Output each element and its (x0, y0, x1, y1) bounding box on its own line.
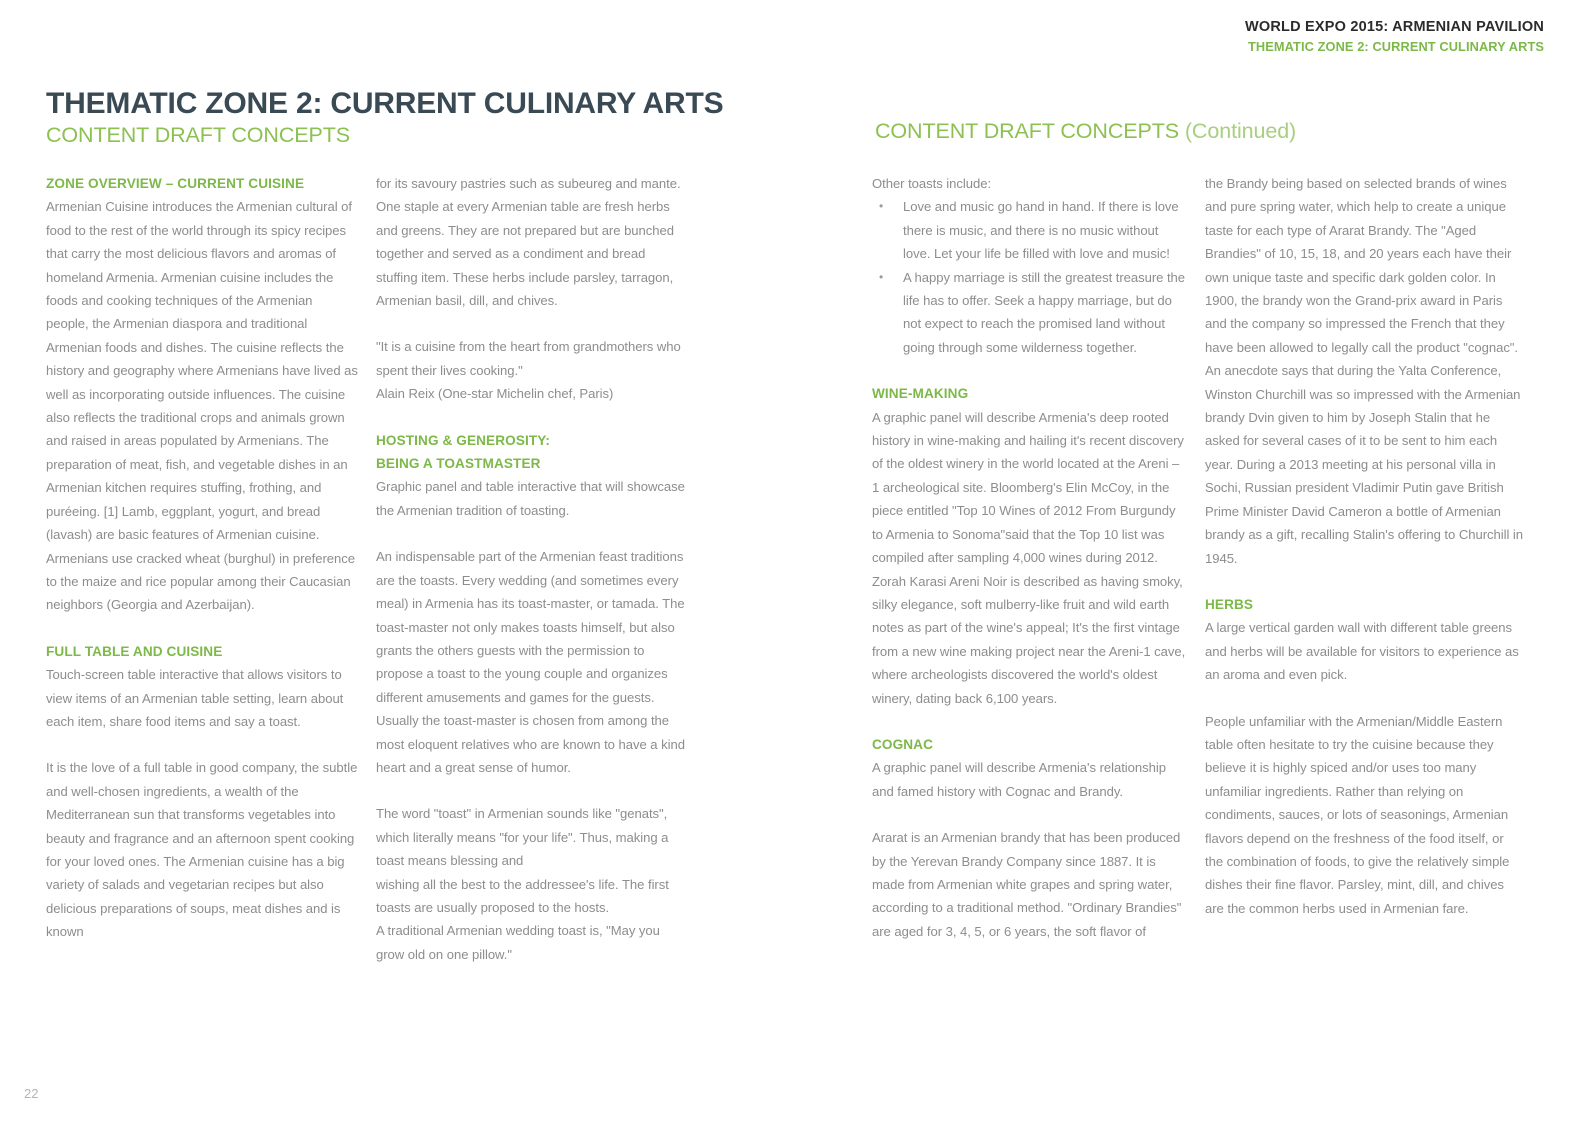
paragraph: Armenian Cuisine introduces the Armenian cultural of food to the rest of the world through its spicy recipes that carry the most delicious flavors and aromas of homeland Armenia. Armenian cuisine includes the foods and cooking techniques of the Armenian people, the Armenian diaspora and traditional Armenian foods and dishes. The cuisine reflects the history and geography where Armenians have lived as well as incorporating outside influences. The cuisine also reflects the traditional crops and animals grown and raised in areas populated by Armenians. The preparation of meat, fish, and vegetable dishes in an Armenian kitchen requires stuffing, frothing, and puréeing. [1] Lamb, eggplant, yogurt, and bread (lavash) are basic features of Armenian cuisine. Armenians use cracked wheat (burghul) in preference to the maize and rice popular among their Caucasian neighbors (Georgia and Azerbaijan). (46, 199, 358, 613)
paragraph: People unfamiliar with the Armenian/Middle Eastern table often hesitate to try the cuisine because they believe it is highly spiced and/or uses too many unfamiliar ingredients. Rather than relying on condiments, sauces, or lots of seasonings, Armenian flavors depend on the freshness of the food itself, or the combination of foods, to give the relatively simple dishes their fine flavor. Parsley, mint, dill, and chives are the common herbs used in Armenian fare. (1205, 713, 1510, 916)
paragraph: An indispensable part of the Armenian feast traditions are the toasts. Every wedding (and sometimes every meal) in Armenia has its toast-master, or tamada. The toast-master not only makes toasts himself, but also grants the others guests with the permission to propose a toast to the young couple and organizes different amusements and games for the guests. Usually the toast-master is chosen from among the most eloquent relatives who are known to have a kind heart and a great sense of humor. (376, 549, 685, 775)
list-item: • A happy marriage is still the greatest treasure the life has to offer. Seek a happy marriage, but do not expect to reach the promised land without going through some wilderness together. (872, 266, 1187, 360)
paragraph: A traditional Armenian wedding toast is, "May you grow old on one pillow." (376, 923, 660, 962)
section-heading-full-table: FULL TABLE AND CUISINE (46, 643, 223, 659)
column-3 (872, 172, 1187, 943)
page-subtitle: CONTENT DRAFT CONCEPTS (46, 122, 350, 147)
paragraph: wishing all the best to the addressee's life. The first toasts are usually proposed to the hosts. (376, 876, 669, 915)
list-item: • Love and music go hand in hand. If there is love there is music, and there is no music without love. Let your life be filled with love and music! (872, 195, 1187, 265)
pull-quote: "It is a cuisine from the heart from grandmothers who spent their lives cooking." (376, 339, 681, 378)
column-2 (376, 172, 688, 966)
page-title: THEMATIC ZONE 2: CURRENT CULINARY ARTS (46, 87, 724, 120)
paragraph: the Brandy being based on selected brands of wines and pure spring water, which help to create a unique taste for each type of Ararat Brandy. The "Aged Brandies" of 10, 15, 18, and 20 years each have their own unique taste and specific dark golden color. In 1900, the brandy won the Grand-prix award in Paris and the company so impressed the French that they have been allowed to legally call the product "cognac". An anecdote says that during the Yalta Conference, Winston Churchill was so impressed with the Armenian brandy Dvin given to him by Joseph Stalin that he asked for several cases of it to be sent to him each year. During a 2013 meeting at his personal villa in Sochi, Russian president Vladimir Putin gave British Prime Minister David Cameron a bottle of Armenian brandy as a gift, recalling Stalin's offering to Churchill in 1945. (1205, 176, 1523, 566)
running-head-main: WORLD EXPO 2015: ARMENIAN PAVILION (1245, 19, 1544, 35)
paragraph: for its savoury pastries such as subeureg and mante. One staple at every Armenian table are fresh herbs and greens. They are not prepared but are bunched together and served as a condiment and bread stuffing item. These herbs include parsley, tarragon, Armenian basil, dill, and chives. (376, 176, 681, 309)
quote-attribution: Alain Reix (One-star Michelin chef, Paris) (376, 386, 614, 402)
right-page-title-text: CONTENT DRAFT CONCEPTS (875, 119, 1185, 143)
title-block (46, 88, 723, 147)
paragraph: A large vertical garden wall with different table greens and herbs will be available for visitors to experience as an aroma and even pick. (1205, 620, 1519, 683)
page-number: 22 (24, 1086, 39, 1101)
paragraph: Ararat is an Armenian brandy that has been produced by the Yerevan Brandy Company since 1887. It is made from Armenian white grapes and spring water, according to a traditional method. "Ordinary Brandies" are aged for 3, 4, 5, or 6 years, the soft flavor of (872, 830, 1182, 939)
section-heading-hosting-line-2: BEING A TOASTMASTER (376, 456, 541, 472)
paragraph: The word "toast" in Armenian sounds like "genats", which literally means "for your life". Thus, making a toast means blessing and (376, 806, 669, 869)
right-page-title-continued: (Continued) (1184, 119, 1297, 143)
paragraph: Touch-screen table interactive that allows visitors to view items of an Armenian table setting, learn about each item, share food items and say a toast. (46, 667, 344, 729)
running-head-sub: THEMATIC ZONE 2: CURRENT CULINARY ARTS (1248, 39, 1544, 55)
section-heading-cognac: COGNAC (872, 736, 934, 752)
section-heading-zone-overview: ZONE OVERVIEW – CURRENT CUISINE (46, 176, 305, 191)
list-lead-in: Other toasts include: (872, 176, 992, 191)
right-page-title (875, 119, 1296, 144)
paragraph: A graphic panel will describe Armenia's relationship and famed history with Cognac and Brandy. (872, 760, 1166, 799)
running-head (1245, 18, 1544, 56)
paragraph: Graphic panel and table interactive that will showcase the Armenian tradition of toasting. (376, 479, 685, 518)
toast-list (872, 195, 1187, 359)
section-heading-herbs: HERBS (1205, 596, 1254, 612)
paragraph: A graphic panel will describe Armenia's deep rooted history in wine-making and hailing it's recent discovery of the oldest winery in the world located at the Areni – 1 archeological site. Bloomberg's Elin McCoy, in the piece entitled "Top 10 Wines of 2012 From Burgundy to Armenia to Sonoma"said that the Top 10 list was compiled after sampling 4,000 wines during 2012. Zorah Karasi Areni Noir is described as having smoky, silky elegance, soft mulberry-like fruit and wild earth notes as part of the wine's appeal; It's the first vintage from a new wine making project near the Areni-1 cave, where archeologists discovered the world's oldest winery, dating back 6,100 years. (872, 409, 1186, 706)
paragraph: It is the love of a full table in good company, the subtle and well-chosen ingredients, a wealth of the Mediterranean sun that transforms vegetables into beauty and fragrance and an afternoon spent cooking for your loved ones. The Armenian cuisine has a big variety of salads and vegetarian recipes but also delicious preparations of soups, meat dishes and is known (46, 760, 358, 940)
section-heading-hosting-line-1: HOSTING & GENEROSITY: (376, 432, 551, 448)
column-4 (1205, 172, 1525, 920)
column-1 (46, 172, 358, 944)
section-heading-wine-making: WINE-MAKING (872, 386, 969, 402)
